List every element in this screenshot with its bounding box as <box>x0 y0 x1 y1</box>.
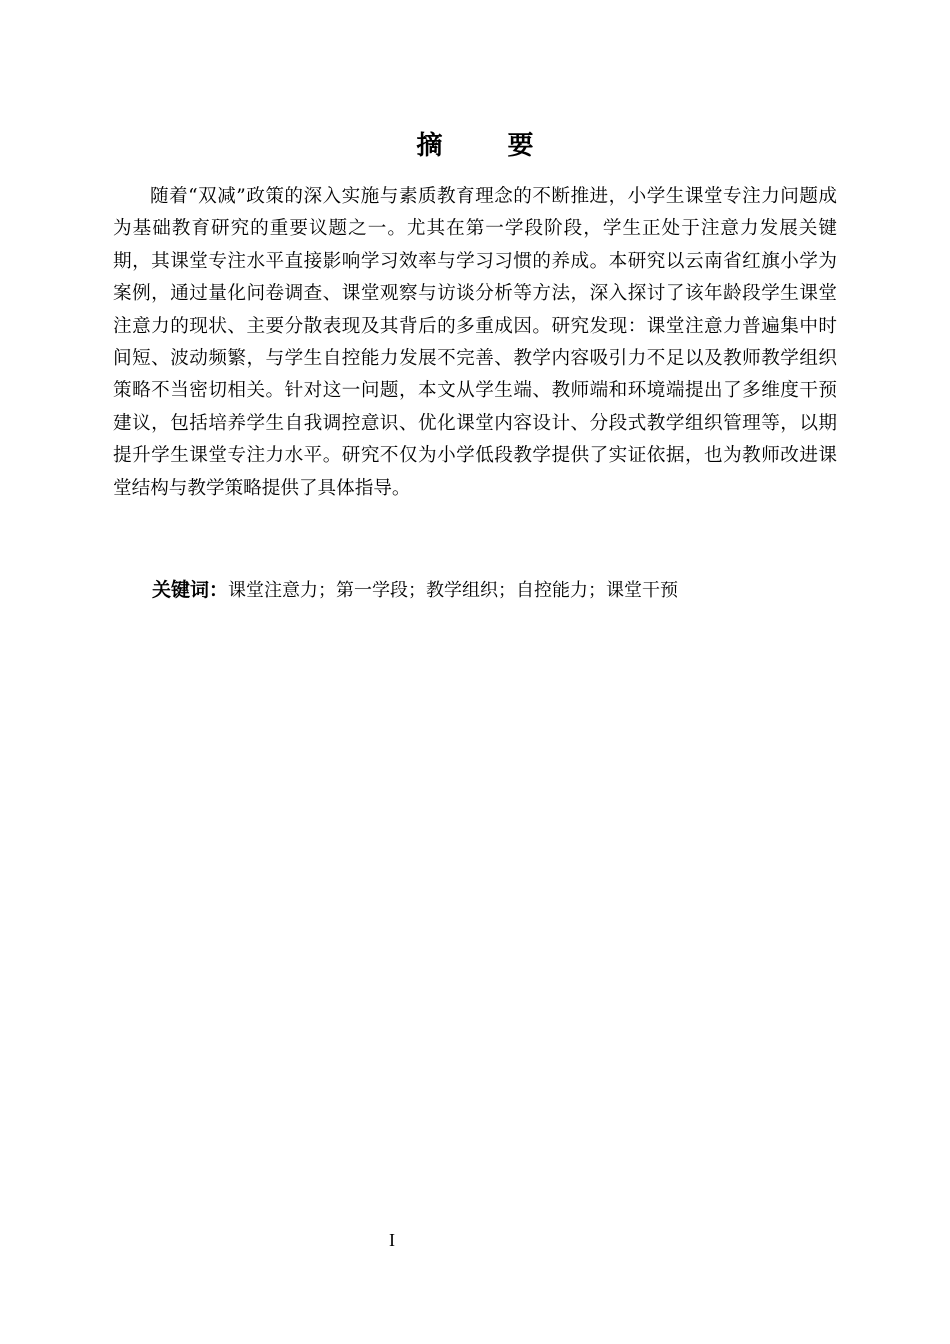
keywords-label: 关键词： <box>152 579 229 601</box>
keywords-text: 课堂注意力；第一学段；教学组织；自控能力；课堂干预 <box>228 580 679 601</box>
abstract-title: 摘 要 <box>416 131 562 161</box>
page-number: I <box>389 1230 395 1250</box>
abstract-paragraph: 随着“双减”政策的深入实施与素质教育理念的不断推进，小学生课堂专注力问题成为基础教育研究的重要议题之一。尤其在第一学段阶段，学生正处于注意力发展关键期，其课堂专注水平直接影响学习效率与学习习惯的养成。本研究以云南省红旗小学为案例，通过量化问卷调查、课堂观察与访谈分析等方法，深入探讨了该年龄段学生课堂注意力的现状、主要分散表现及其背后的多重成因。研究发现：课堂注意力普遍集中时间短、波动频繁，与学生自控能力发展不完善、教学内容吸引力不足以及教师教学组织策略不当密切相关。针对这一问题，本文从学生端、教师端和环境端提出了多维度干预建议，包括培养学生自我调控意识、优化课堂内容设计、分段式教学组织管理等，以期提升学生课堂专注力水平。研究不仅为小学低段教学提供了实证依据，也为教师改进课堂结构与教学策略提供了具体指导。 <box>113 186 837 499</box>
keywords-line <box>152 574 852 607</box>
